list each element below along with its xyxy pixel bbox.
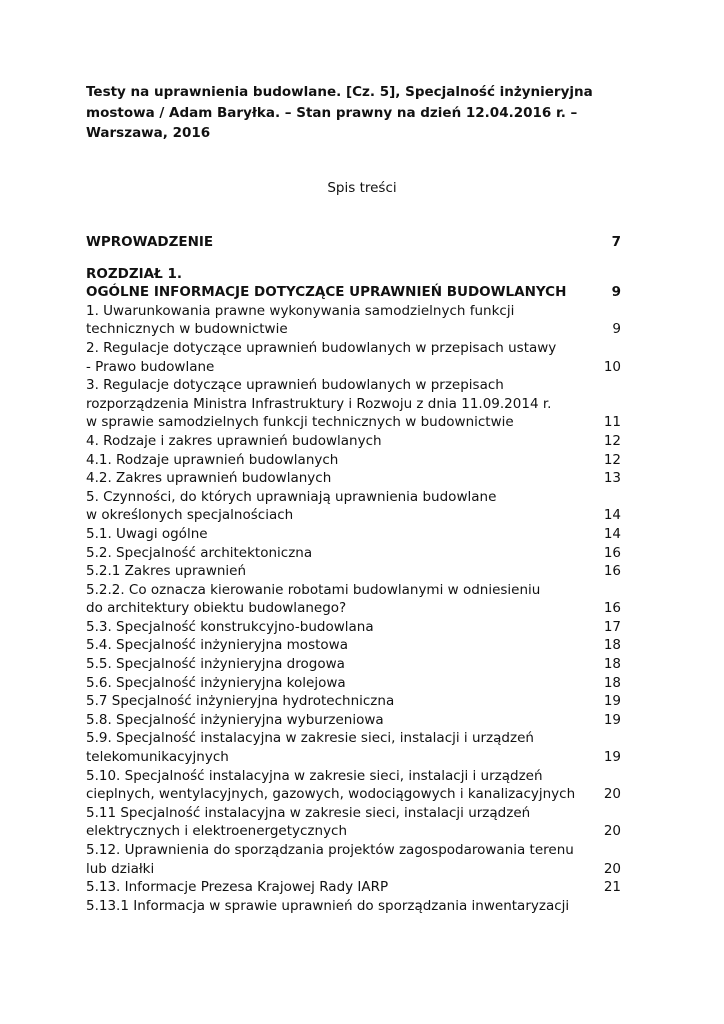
toc-entry[interactable] xyxy=(86,804,626,841)
toc-entry-page: 9 xyxy=(612,321,621,338)
toc-entry[interactable] xyxy=(86,581,626,618)
toc-entry-page: 16 xyxy=(603,544,621,561)
toc-entry-text: rozporządzenia Ministra Infrastruktury i Rozwoju z dnia 11.09.2014 r. xyxy=(86,395,552,412)
toc-chapter-title: OGÓLNE INFORMACJE DOTYCZĄCE UPRAWNIEŃ BUDOWLANYCH xyxy=(86,284,567,301)
toc-entry-page: 12 xyxy=(603,432,621,449)
toc-chapter-entry[interactable] xyxy=(86,283,626,302)
toc-entry-page: 17 xyxy=(603,618,621,635)
toc-entry-text: 5.1. Uwagi ogólne xyxy=(86,525,208,542)
toc-entry-text: lub działki xyxy=(86,860,155,877)
toc-entry-page: 12 xyxy=(603,451,621,468)
toc-entries xyxy=(86,302,626,916)
toc-entry-text: 1. Uwarunkowania prawne wykonywania samodzielnych funkcji xyxy=(86,302,515,319)
toc-entry-text: 5.3. Specjalność konstrukcyjno-budowlana xyxy=(86,618,374,635)
toc-entry-page: 16 xyxy=(603,600,621,617)
toc-entry-page: 14 xyxy=(603,525,621,542)
toc-entry[interactable] xyxy=(86,841,626,878)
toc-entry-text: 5.2.1 Zakres uprawnień xyxy=(86,563,247,580)
toc-entry-text: 3. Regulacje dotyczące uprawnień budowlanych w przepisach xyxy=(86,377,504,394)
toc-entry[interactable] xyxy=(86,674,626,693)
toc-intro-label: WPROWADZENIE xyxy=(86,234,214,250)
toc-entry-text: telekomunikacyjnych xyxy=(86,749,229,766)
toc-entry-page: 20 xyxy=(603,786,621,803)
toc-entry-text: 5.2. Specjalność architektoniczna xyxy=(86,544,313,561)
toc-entry[interactable] xyxy=(86,302,626,339)
toc-entry-text: 5.13.1 Informacja w sprawie uprawnień do sporządzania inwentaryzacji xyxy=(86,897,570,914)
toc-entry-text: 2. Regulacje dotyczące uprawnień budowlanych w przepisach ustawy xyxy=(86,339,557,356)
toc-entry-page: 10 xyxy=(603,358,621,375)
toc-entry-page: 20 xyxy=(603,860,621,877)
toc-entry-page: 18 xyxy=(603,674,621,691)
toc-entry[interactable] xyxy=(86,767,626,804)
toc-entry[interactable] xyxy=(86,339,626,376)
toc-heading: Spis treści xyxy=(327,180,397,196)
toc-entry[interactable] xyxy=(86,636,626,655)
toc-intro-entry[interactable] xyxy=(86,233,626,252)
toc-entry-text: 5.5. Specjalność inżynieryjna drogowa xyxy=(86,656,345,673)
toc-entry-text: 5.13. Informacje Prezesa Krajowej Rady IARP xyxy=(86,879,389,896)
citation-line: Warszawa, 2016 xyxy=(86,125,211,141)
toc-entry-page: 13 xyxy=(603,470,621,487)
toc-entry-text: 4.2. Zakres uprawnień budowlanych xyxy=(86,470,332,487)
citation-line: mostowa / Adam Baryłka. – Stan prawny na dzień 12.04.2016 r. – xyxy=(86,104,578,121)
toc-entry[interactable] xyxy=(86,525,626,544)
toc-entry-page: 18 xyxy=(603,656,621,673)
toc-chapter-page: 9 xyxy=(611,284,621,301)
toc-entry-page: 19 xyxy=(603,749,621,766)
book-citation xyxy=(86,82,626,144)
toc-entry-text: 4.1. Rodzaje uprawnień budowlanych xyxy=(86,451,339,468)
citation-line: Testy na uprawnienia budowlane. [Cz. 5], Specjalność inżynieryjna xyxy=(86,84,593,100)
toc-entry-text: 5.11 Specjalność instalacyjna w zakresie sieci, instalacji urządzeń xyxy=(86,804,531,821)
toc-entry[interactable] xyxy=(86,618,626,637)
toc-entry-text: 5.12. Uprawnienia do sporządzania projektów zagospodarowania terenu xyxy=(86,842,574,858)
toc-entry[interactable] xyxy=(86,451,626,470)
toc-entry[interactable] xyxy=(86,544,626,563)
toc-entry-text: 5.2.2. Co oznacza kierowanie robotami budowlanymi w odniesieniu xyxy=(86,581,541,598)
toc-entry[interactable] xyxy=(86,376,626,432)
toc-entry-text: 5.9. Specjalność instalacyjna w zakresie sieci, instalacji i urządzeń xyxy=(86,730,534,747)
toc-entry[interactable] xyxy=(86,729,626,766)
toc-entry-text: 4. Rodzaje i zakres uprawnień budowlanych xyxy=(86,432,382,449)
toc-intro-page: 7 xyxy=(611,234,621,250)
toc-entry-text: technicznych w budownictwie xyxy=(86,321,288,338)
toc-entry[interactable] xyxy=(86,692,626,711)
toc-entry-text: elektrycznych i elektroenergetycznych xyxy=(86,823,348,840)
toc-entry-text: 5.6. Specjalność inżynieryjna kolejowa xyxy=(86,674,346,691)
toc-entry-text: - Prawo budowlane xyxy=(86,358,215,375)
toc-entry[interactable] xyxy=(86,432,626,451)
toc-entry-text: cieplnych, wentylacyjnych, gazowych, wodociągowych i kanalizacyjnych xyxy=(86,786,576,803)
toc-entry-text: 5. Czynności, do których uprawniają uprawnienia budowlane xyxy=(86,488,497,505)
toc-entry-page: 14 xyxy=(603,507,621,524)
toc-chapter-number: ROZDZIAŁ 1. xyxy=(86,265,183,282)
toc-entry[interactable] xyxy=(86,711,626,730)
toc-entry-page: 19 xyxy=(603,711,621,728)
toc-entry-page: 18 xyxy=(603,637,621,654)
toc-entry-text: 5.4. Specjalność inżynieryjna mostowa xyxy=(86,637,348,654)
toc-entry[interactable] xyxy=(86,897,626,916)
toc-entry-text: 5.10. Specjalność instalacyjna w zakresie sieci, instalacji i urządzeń xyxy=(86,767,543,784)
toc-entry-page: 19 xyxy=(603,693,621,710)
table-of-contents xyxy=(86,233,626,915)
toc-entry-page: 20 xyxy=(603,823,621,840)
toc-entry-text: w określonych specjalnościach xyxy=(86,507,294,524)
toc-entry[interactable] xyxy=(86,469,626,488)
toc-entry[interactable] xyxy=(86,488,626,525)
toc-entry[interactable] xyxy=(86,562,626,581)
toc-entry[interactable] xyxy=(86,878,626,897)
toc-entry-text: 5.7 Specjalność inżynieryjna hydrotechniczna xyxy=(86,693,395,710)
toc-entry-text: 5.8. Specjalność inżynieryjna wyburzeniowa xyxy=(86,711,384,728)
toc-entry[interactable] xyxy=(86,655,626,674)
toc-entry-text: do architektury obiektu budowlanego? xyxy=(86,600,347,617)
toc-entry-page: 16 xyxy=(603,563,621,580)
toc-entry-text: w sprawie samodzielnych funkcji technicznych w budownictwie xyxy=(86,414,514,431)
toc-entry-page: 21 xyxy=(603,879,621,896)
toc-entry-page: 11 xyxy=(603,414,621,431)
